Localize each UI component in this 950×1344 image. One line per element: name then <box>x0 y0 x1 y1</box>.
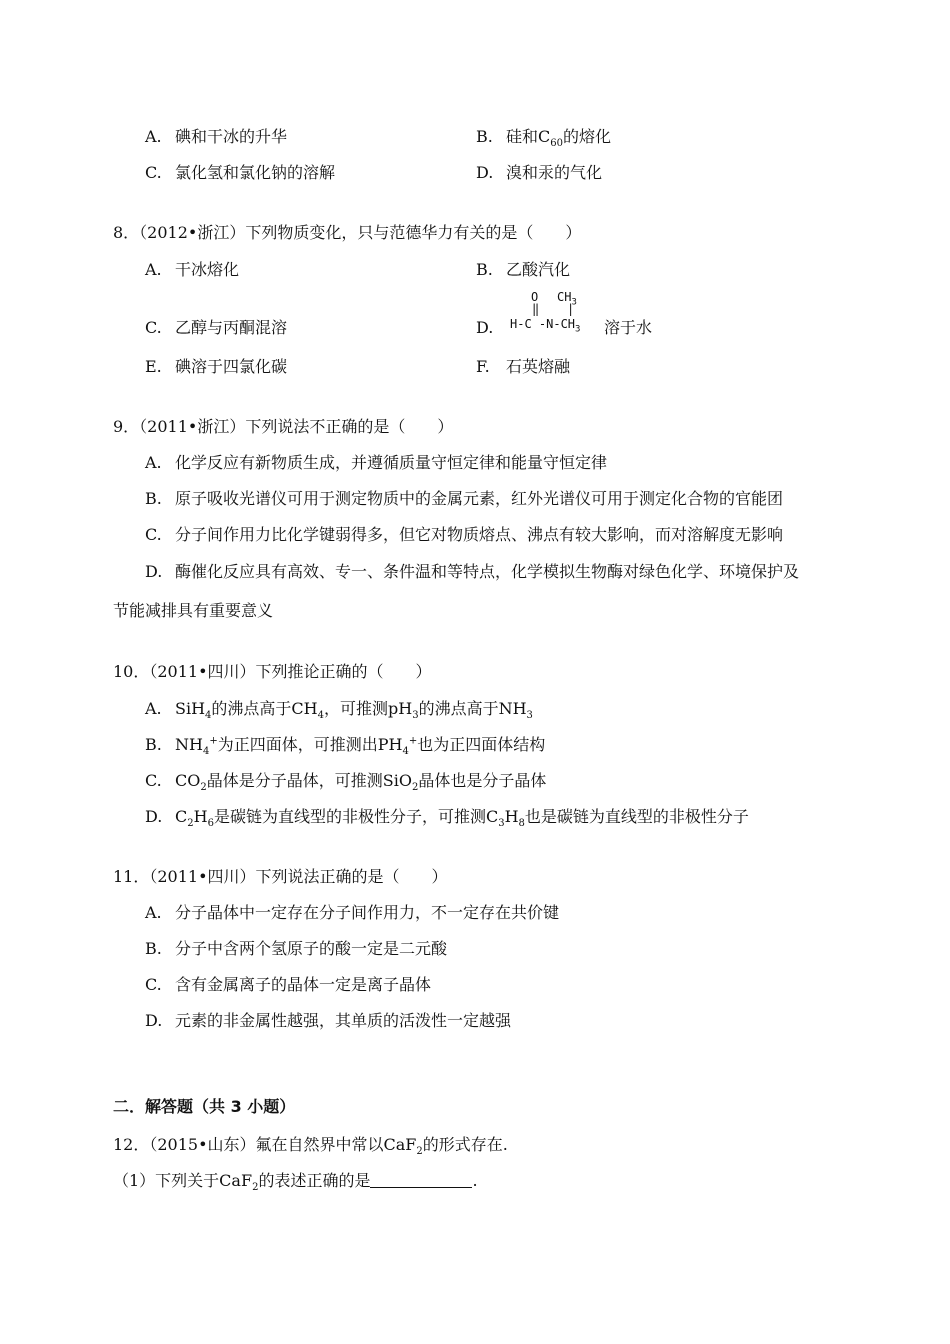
q11-option-b <box>145 938 447 960</box>
option-text: 含有金属离子的晶体一定是离子晶体 <box>175 975 432 994</box>
option-letter: B. <box>145 939 162 958</box>
q7-option-b <box>476 126 611 148</box>
q8-option-c <box>145 317 287 339</box>
q11-option-a <box>145 902 559 924</box>
option-letter: B. <box>476 260 493 279</box>
formula-methyl-top: $CH_3$ <box>557 290 577 308</box>
q12-stem: 12．（2015•山东）氟在自然界中常以CaF$_2$的形式存在. <box>113 1135 508 1158</box>
option-text: 碘和干冰的升华 <box>175 127 288 146</box>
option-text: 石英熔融 <box>506 357 571 376</box>
formula-oxygen: O <box>531 290 539 304</box>
q8-option-f <box>476 356 570 378</box>
q8-option-d-suffix: 溶于水 <box>604 318 653 337</box>
q10-stem: 10．（2011•四川）下列推论正确的（ ） <box>113 662 432 681</box>
option-letter: A. <box>145 699 162 718</box>
q9-option-d-continued: 节能减排具有重要意义 <box>113 601 274 620</box>
option-letter: A. <box>145 903 162 922</box>
option-letter: B. <box>145 489 162 508</box>
answer-blank[interactable] <box>370 1171 472 1188</box>
option-letter: A. <box>145 260 162 279</box>
option-letter: D. <box>145 807 163 826</box>
q7-option-a <box>145 126 287 148</box>
option-letter: E. <box>145 357 162 376</box>
option-text: 原子吸收光谱仪可用于测定物质中的金属元素，红外光谱仪可用于测定化合物的官能团 <box>175 489 784 508</box>
q7-option-c <box>145 162 335 184</box>
q9-option-b <box>145 488 783 510</box>
option-letter: A. <box>145 453 162 472</box>
option-text: 硅和C <box>506 127 551 146</box>
option-text: 的熔化 <box>562 127 611 146</box>
q9-option-a <box>145 452 607 474</box>
q8-stem: 8．（2012•浙江）下列物质变化，只与范德华力有关的是（ ） <box>113 223 582 242</box>
formula-double-bond: ‖ <box>532 302 540 316</box>
q9-option-d <box>145 561 799 583</box>
option-letter: C. <box>145 163 162 182</box>
option-letter: C. <box>145 318 162 337</box>
option-letter: D. <box>145 1011 163 1030</box>
option-text: 元素的非金属性越强，其单质的活泼性一定越强 <box>175 1011 512 1030</box>
option-letter: B. <box>476 127 493 146</box>
option-letter: D. <box>476 318 494 337</box>
option-text: 碘溶于四氯化碳 <box>175 357 288 376</box>
q12-part1: （1）下列关于CaF$_2$的表述正确的是 . <box>113 1171 478 1194</box>
option-letter: F. <box>476 357 490 376</box>
q8-option-a <box>145 259 239 281</box>
option-text: 酶催化反应具有高效、专一、条件温和等特点，化学模拟生物酶对绿色化学、环境保护及 <box>175 562 800 581</box>
option-letter: C. <box>145 975 162 994</box>
option-text: 化学反应有新物质生成，并遵循质量守恒定律和能量守恒定律 <box>175 453 608 472</box>
q10-option-d: D. $C_2H_6$是碳链为直线型的非极性分子，可推测$C_3H_8$也是碳链为直线型的非极性分子 <box>145 807 749 830</box>
option-text: 分子间作用力比化学键弱得多，但它对物质熔点、沸点有较大影响，而对溶解度无影响 <box>175 525 784 544</box>
q8-option-e <box>145 356 287 378</box>
option-text: 氯化氢和氯化钠的溶解 <box>175 163 336 182</box>
option-text: 乙醇与丙酮混溶 <box>175 318 288 337</box>
q8-option-b <box>476 259 570 281</box>
section-heading: 二．解答题（共 3 小题） <box>113 1097 296 1116</box>
option-letter: C. <box>145 771 162 790</box>
option-letter: D. <box>145 562 163 581</box>
option-letter: A. <box>145 127 162 146</box>
q11-option-c <box>145 974 431 996</box>
q9-option-c <box>145 524 783 546</box>
q7-option-d <box>476 162 602 184</box>
q8-option-d-letter <box>476 317 506 339</box>
q11-option-d <box>145 1010 511 1032</box>
q10-option-a: A. SiH$_4$的沸点高于$CH_4$，可推测$pH_3$的沸点高于$NH_3$ <box>145 699 533 722</box>
option-text: 溴和汞的气化 <box>506 163 603 182</box>
option-text: 分子中含两个氢原子的酸一定是二元酸 <box>175 939 448 958</box>
option-letter: C. <box>145 525 162 544</box>
formula-main-chain: H-C $-N-CH_3$ <box>510 317 581 335</box>
option-text: 乙酸汽化 <box>506 260 571 279</box>
subscript: 60 <box>550 138 563 150</box>
formula-single-bond: | <box>567 302 575 316</box>
q11-stem: 11．（2011•四川）下列说法正确的是（ ） <box>113 867 448 886</box>
q9-stem: 9．（2011•浙江）下列说法不正确的是（ ） <box>113 417 454 436</box>
option-letter: B. <box>145 735 162 754</box>
option-text: 分子晶体中一定存在分子间作用力，不一定存在共价键 <box>175 903 560 922</box>
q10-option-c: C. $CO_2$晶体是分子晶体，可推测SiO$_2$晶体也是分子晶体 <box>145 771 547 794</box>
option-letter: D. <box>476 163 494 182</box>
q10-option-b: B. $NH_4^+$为正四面体，可推测出$PH_4^+$也为正四面体结构 <box>145 735 546 758</box>
option-text: 干冰熔化 <box>175 260 240 279</box>
